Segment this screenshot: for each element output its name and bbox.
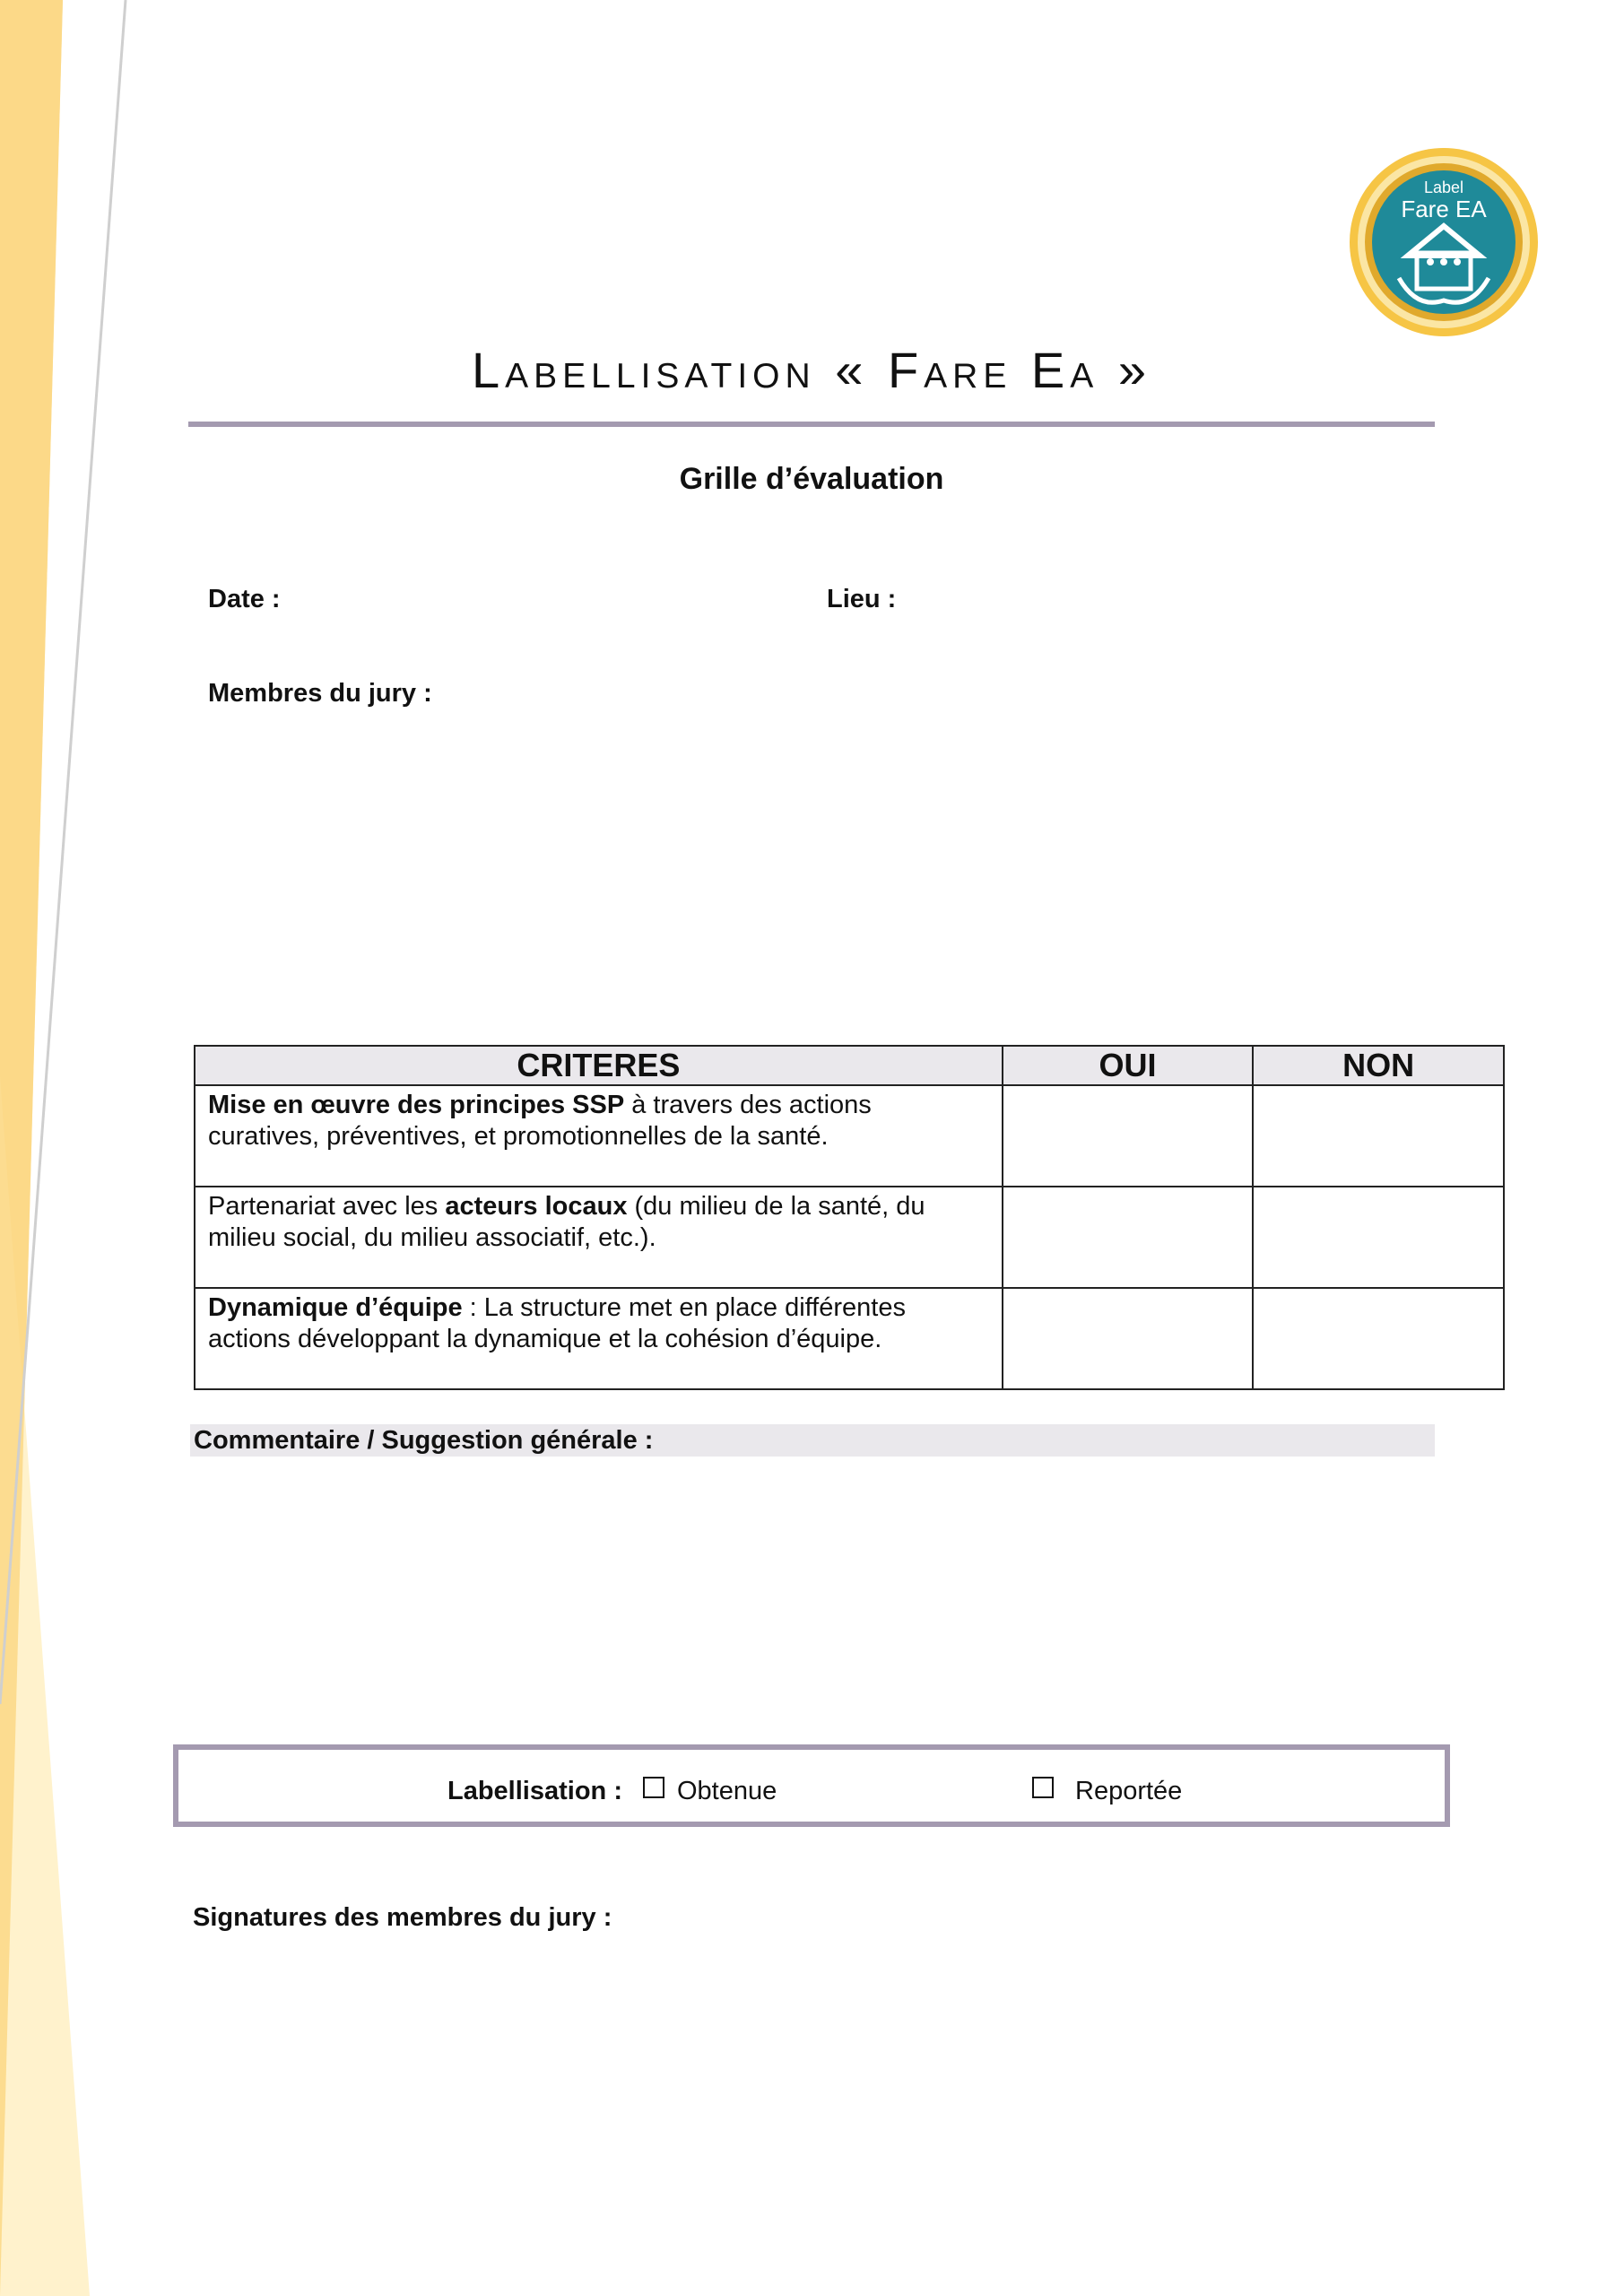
left-decorative-stripes	[0, 0, 143, 2296]
page-title: Labellisation « Fare Ea »	[472, 342, 1151, 398]
oui-cell[interactable]	[1003, 1187, 1254, 1288]
table-row	[195, 1187, 1504, 1288]
criterion-text: à travers des actions curatives, préventives, et promotionnelles de la santé.	[208, 1091, 872, 1151]
criterion-bold: Dynamique d’équipe	[208, 1293, 463, 1322]
date-label: Date :	[208, 585, 281, 613]
reportee-checkbox[interactable]	[1032, 1777, 1054, 1798]
labellisation-label: Labellisation :	[447, 1777, 622, 1805]
signatures-label: Signatures des membres du jury :	[193, 1903, 612, 1932]
criteria-table	[194, 1045, 1505, 1390]
title-underline	[188, 422, 1435, 427]
table-row	[195, 1288, 1504, 1389]
labellisation-box	[173, 1744, 1450, 1827]
obtenue-checkbox[interactable]	[643, 1777, 664, 1798]
table-header-row	[195, 1046, 1504, 1085]
table-row	[195, 1085, 1504, 1187]
header-criteres: CRITERES	[195, 1046, 1003, 1085]
non-cell[interactable]	[1253, 1187, 1504, 1288]
header-oui: OUI	[1003, 1046, 1254, 1085]
obtenue-label: Obtenue	[677, 1777, 777, 1805]
criterion-cell	[195, 1288, 1003, 1389]
oui-cell[interactable]	[1003, 1085, 1254, 1187]
reportee-label: Reportée	[1075, 1777, 1183, 1805]
jury-members-label: Membres du jury :	[208, 679, 432, 708]
non-cell[interactable]	[1253, 1085, 1504, 1187]
criterion-cell	[195, 1187, 1003, 1288]
lieu-label: Lieu :	[827, 585, 897, 613]
logo-name-text: Fare EA	[1401, 196, 1487, 222]
criterion-text: : La structure met en place différentes actions développant la dynamique et la cohésion d’équipe.	[208, 1293, 906, 1353]
criterion-text: (du milieu de la santé, du milieu social, du milieu associatif, etc.).	[208, 1192, 925, 1252]
page-subtitle: Grille d’évaluation	[679, 462, 944, 496]
logo-label-text: Label	[1423, 178, 1464, 196]
oui-cell[interactable]	[1003, 1288, 1254, 1389]
header-non: NON	[1253, 1046, 1504, 1085]
criterion-bold: acteurs locaux	[445, 1192, 628, 1221]
criterion-prefix: Partenariat avec les	[208, 1192, 446, 1221]
criterion-bold: Mise en œuvre des principes SSP	[208, 1091, 625, 1119]
non-cell[interactable]	[1253, 1288, 1504, 1389]
comment-heading: Commentaire / Suggestion générale :	[190, 1424, 1435, 1457]
criterion-cell	[195, 1085, 1003, 1187]
fare-ea-logo	[1345, 144, 1542, 341]
